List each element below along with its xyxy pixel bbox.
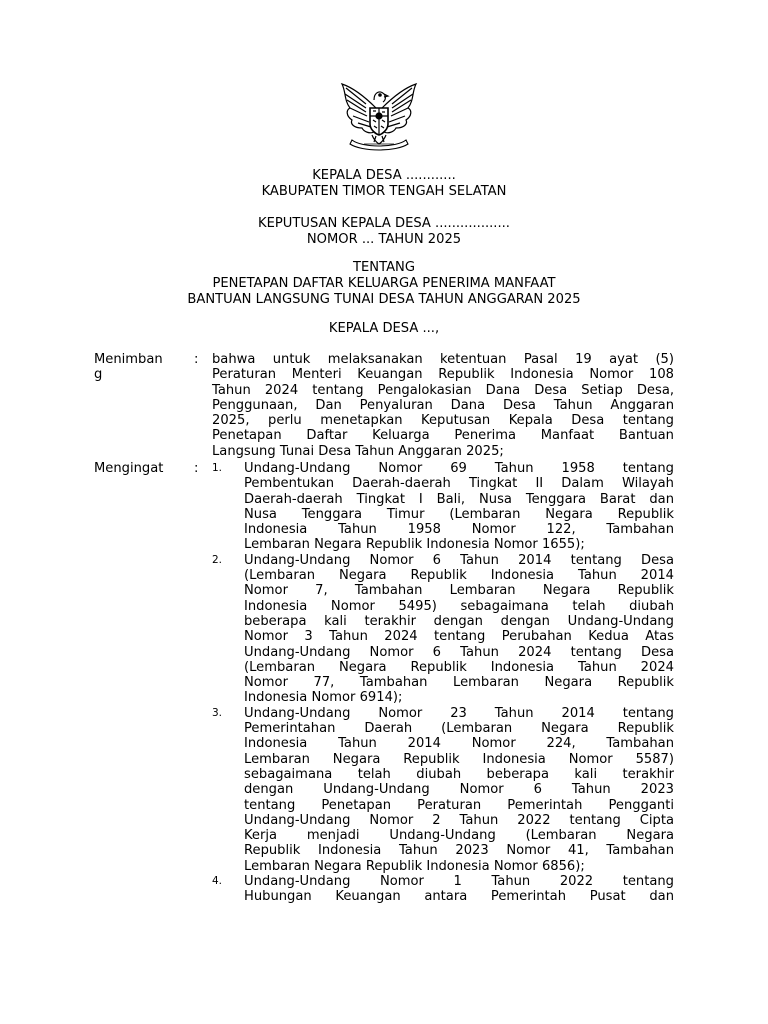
mengingat-label: Mengingat (94, 461, 164, 476)
item-line: Pemerintahan Daerah (Lembaran Negara Republik (244, 721, 674, 737)
item-line: (Lembaran Negara Republik Indonesia Tahun 2014 (244, 568, 674, 584)
item-line: Undang-Undang Nomor 23 Tahun 2014 tentang (244, 705, 674, 721)
item-number: 1. (212, 462, 223, 474)
item-number: 2. (212, 553, 223, 566)
item-line: beberapa kali terakhir dengan dengan Undang-Undang (244, 613, 674, 629)
menimbang-label (94, 352, 194, 459)
item-line: Republik Indonesia Tahun 2023 Nomor 41, Tambahan (244, 843, 674, 859)
menimbang-section (94, 352, 674, 459)
item-line: sebagaimana telah diubah beberapa kali terakhir (244, 766, 674, 782)
item-line: Undang-Undang Nomor 6 Tahun 2024 tentang Desa (244, 644, 674, 660)
subject-block (0, 260, 768, 308)
menimbang-label-part-1: Menimban (94, 352, 163, 367)
item-line: Daerah-daerah Tingkat I Bali, Nusa Tenggara Barat dan (244, 491, 674, 507)
item-line: Undang-Undang Nomor 69 Tahun 1958 tentang (244, 461, 674, 476)
mengingat-list (212, 461, 674, 905)
item-line: Lembaran Negara Republik Indonesia Nomor 5587) (244, 751, 674, 767)
item-line: Pembentukan Daerah-daerah Tingkat II Dalam Wilayah (244, 476, 674, 492)
menimbang-label-part-2: g (94, 367, 103, 383)
item-line: Undang-Undang Nomor 2 Tahun 2022 tentang Cipta (244, 812, 674, 828)
item-line: Nomor 3 Tahun 2024 tentang Perubahan Kedua Atas (244, 629, 674, 645)
item-line: Undang-Undang Nomor 6 Tahun 2014 tentang Desa (244, 552, 674, 568)
item-line: Nomor 7, Tambahan Lembaran Negara Republik (244, 583, 674, 599)
subject-line-1: PENETAPAN DAFTAR KELUARGA PENERIMA MANFAAT (212, 276, 556, 291)
item-line: Lembaran Negara Republik Indonesia Nomor 6856); (244, 858, 585, 874)
menimbang-text (212, 352, 674, 459)
item-line: Indonesia Tahun 1958 Nomor 122, Tambahan (244, 522, 674, 538)
item-line: Hubungan Keuangan antara Pemerintah Pusat dan (244, 889, 674, 905)
item-line: Kerja menjadi Undang-Undang (Lembaran Negara (244, 828, 674, 844)
menimbang-line: Penggunaan, Dan Penyaluran Dana Desa Tahun Anggaran (212, 397, 674, 413)
item-line: Nusa Tenggara Timur (Lembaran Negara Republik (244, 506, 674, 522)
menimbang-line: Tahun 2024 tentang Pengalokasian Dana Desa Setiap Desa, (212, 382, 674, 398)
mengingat-item-2 (212, 553, 674, 706)
subject-line-2: BANTUAN LANGSUNG TUNAI DESA TAHUN ANGGARAN 2025 (187, 292, 581, 307)
decree-title-block (0, 216, 768, 248)
item-line: Nomor 77, Tambahan Lembaran Negara Republik (244, 675, 674, 691)
mengingat-item-1 (212, 461, 674, 553)
item-line: dengan Undang-Undang Nomor 6 Tahun 2023 (244, 782, 674, 798)
item-line: (Lembaran Negara Republik Indonesia Tahun 2024 (244, 659, 674, 675)
issuer-block (0, 321, 768, 337)
menimbang-colon: : (194, 352, 199, 367)
menimbang-line: Langsung Tunai Desa Tahun Anggaran 2025; (212, 443, 504, 459)
menimbang-line: 2025, perlu menetapkan Keputusan Kepala Desa tentang (212, 413, 674, 429)
subject-label: TENTANG (353, 260, 415, 275)
garuda-emblem-icon (336, 78, 422, 152)
item-number: 3. (212, 706, 223, 719)
decree-title: KEPUTUSAN KEPALA DESA .................. (258, 216, 510, 231)
mengingat-item-3 (212, 706, 674, 874)
header-block (0, 168, 768, 200)
menimbang-line: Peraturan Menteri Keuangan Republik Indonesia Nomor 108 (212, 367, 674, 383)
issuer-line: KEPALA DESA ..., (328, 321, 440, 336)
header-line-village-head: KEPALA DESA ............ (312, 168, 456, 183)
menimbang-line: bahwa untuk melaksanakan ketentuan Pasal 19 ayat (5) (212, 352, 674, 367)
mengingat-colon: : (194, 461, 199, 476)
item-line: Indonesia Nomor 6914); (244, 690, 403, 706)
item-line: Lembaran Negara Republik Indonesia Nomor 1655); (244, 537, 585, 553)
menimbang-line: Penetapan Daftar Keluarga Penerima Manfaat Bantuan (212, 428, 674, 444)
item-line: Undang-Undang Nomor 1 Tahun 2022 tentang (244, 874, 674, 890)
item-line: tentang Penetapan Peraturan Pemerintah Pengganti (244, 797, 674, 813)
item-line: Indonesia Tahun 2014 Nomor 224, Tambahan (244, 736, 674, 752)
item-line: Indonesia Nomor 5495) sebagaimana telah diubah (244, 598, 674, 614)
decree-number: NOMOR ... TAHUN 2025 (306, 232, 462, 247)
mengingat-section (94, 461, 674, 905)
mengingat-item-4 (212, 874, 674, 905)
header-line-regency: KABUPATEN TIMOR TENGAH SELATAN (261, 184, 507, 199)
item-number: 4. (212, 875, 223, 888)
